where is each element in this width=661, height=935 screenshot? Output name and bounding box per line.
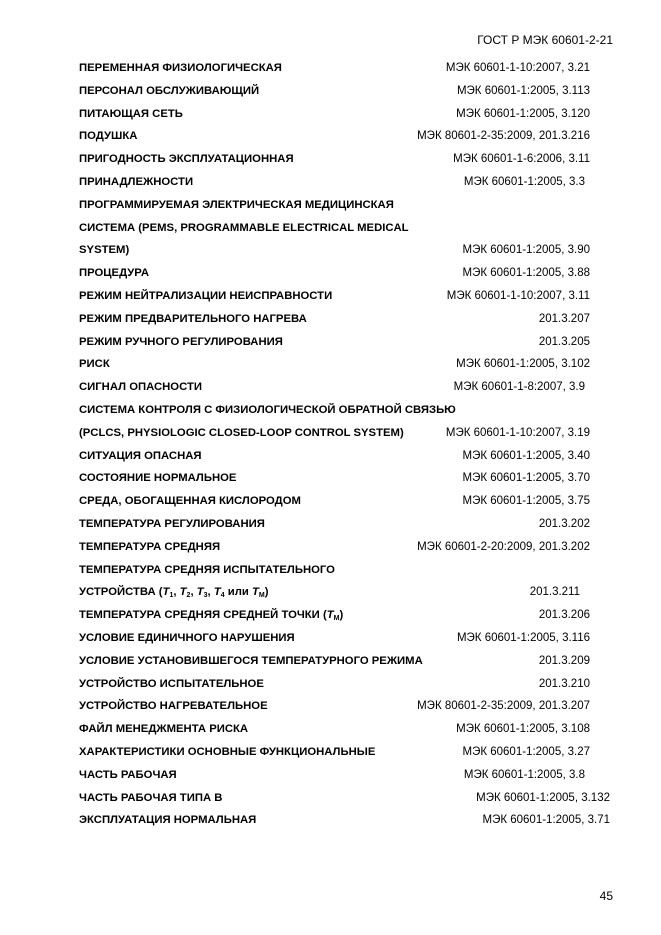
entry-term xyxy=(79,518,265,530)
entry-term xyxy=(79,176,193,188)
term-text: ЧАСТЬ РАБОЧАЯ xyxy=(79,768,177,781)
entry-term xyxy=(79,450,202,462)
term-text: УСТРОЙСТВА ( xyxy=(79,586,163,599)
term-text: СИТУАЦИЯ ОПАСНАЯ xyxy=(79,449,202,462)
index-entry xyxy=(79,108,610,124)
term-text: РЕЖИМ НЕЙТРАЛИЗАЦИИ НЕИСПРАВНОСТИ xyxy=(79,290,333,302)
entry-reference: МЭК 60601-1-8:2007, 3.9 xyxy=(453,381,585,394)
index-entry xyxy=(79,792,610,808)
entry-reference: 201.3.206 xyxy=(538,609,590,622)
entry-reference: МЭК 60601-1-6:2006, 3.11 xyxy=(453,153,590,166)
entry-reference: МЭК 60601-1:2005, 3.132 xyxy=(476,791,610,804)
term-subscript: M xyxy=(258,592,265,600)
entry-term xyxy=(79,404,456,416)
entry-term xyxy=(79,564,335,576)
index-entry xyxy=(79,290,610,306)
entry-reference: МЭК 60601-1:2005, 3.3 xyxy=(463,176,585,188)
entry-term xyxy=(79,313,307,325)
index-entry xyxy=(79,267,610,283)
entry-reference: МЭК 60601-1:2005, 3.75 xyxy=(462,495,590,508)
term-text: ТЕМПЕРАТУРА РЕГУЛИРОВАНИЯ xyxy=(79,518,265,530)
entry-reference: МЭК 60601-1:2005, 3.8 xyxy=(463,768,585,781)
entry-term xyxy=(79,130,137,142)
entry-reference: 201.3.205 xyxy=(538,335,590,348)
entry-reference: 201.3.211 xyxy=(529,586,580,599)
entry-term xyxy=(79,108,183,120)
term-text: СИСТЕМА (PEMS, PROGRAMMABLE ELECTRICAL MEDICAL xyxy=(79,221,409,234)
entry-term xyxy=(79,381,202,393)
index-entry xyxy=(79,313,610,329)
term-subscript: 2 xyxy=(186,592,191,600)
entry-term xyxy=(79,814,256,826)
page-number: 45 xyxy=(599,889,613,903)
term-text: T xyxy=(213,586,221,599)
term-text: ХАРАКТЕРИСТИКИ ОСНОВНЫЕ ФУНКЦИОНАЛЬНЫЕ xyxy=(79,746,376,758)
term-text: УСЛОВИЕ УСТАНОВИВШЕГОСЯ ТЕМПЕРАТУРНОГО РЕЖИМА xyxy=(79,654,423,667)
index-entry xyxy=(79,244,610,260)
entry-reference: МЭК 60601-1-10:2007, 3.19 xyxy=(445,426,590,439)
term-text: или xyxy=(224,586,252,599)
term-text: T xyxy=(326,609,334,622)
term-text: РИСК xyxy=(79,358,110,371)
term-text: ТЕМПЕРАТУРА СРЕДНЯЯ ИСПЫТАТЕЛЬНОГО xyxy=(79,563,335,576)
index-entry xyxy=(79,472,610,488)
term-subscript: M xyxy=(333,615,340,623)
term-subscript: 1 xyxy=(169,592,174,600)
term-text: СРЕДА, ОБОГАЩЕННАЯ КИСЛОРОДОМ xyxy=(79,495,301,508)
page-header: ГОСТ Р МЭК 60601-2-21 xyxy=(477,33,613,47)
index-entry xyxy=(79,746,610,762)
term-text: ТЕМПЕРАТУРА СРЕДНЯЯ СРЕДНЕЙ ТОЧКИ ( xyxy=(79,609,327,622)
term-text: T xyxy=(251,586,259,599)
entry-reference: МЭК 60601-1:2005, 3.120 xyxy=(456,107,590,120)
index-entry xyxy=(79,586,610,602)
term-text: УСТРОЙСТВО НАГРЕВАТЕЛЬНОЕ xyxy=(79,700,268,713)
entry-reference: МЭК 60601-1-10:2007, 3.21 xyxy=(445,62,590,74)
entry-reference: 201.3.209 xyxy=(538,654,590,667)
entry-reference: МЭК 60601-1:2005, 3.90 xyxy=(462,244,590,257)
entry-term xyxy=(79,85,259,97)
entry-term xyxy=(79,62,282,74)
index-entry xyxy=(79,632,610,648)
term-text: ЧАСТЬ РАБОЧАЯ ТИПА В xyxy=(79,791,223,804)
term-text: ПРИГОДНОСТЬ ЭКСПЛУАТАЦИОННАЯ xyxy=(79,153,294,166)
term-text: СИГНАЛ ОПАСНОСТИ xyxy=(79,381,202,394)
entry-reference: МЭК 80601-2-35:2009, 201.3.216 xyxy=(417,130,590,143)
term-text: T xyxy=(179,586,187,599)
entry-reference: МЭК 60601-1:2005, 3.108 xyxy=(456,723,590,736)
term-text: РЕЖИМ РУЧНОГО РЕГУЛИРОВАНИЯ xyxy=(79,335,283,348)
entry-reference: МЭК 60601-1:2005, 3.102 xyxy=(456,358,590,371)
entry-reference: 201.3.207 xyxy=(538,312,590,325)
term-text: , xyxy=(207,586,214,599)
term-text: SYSTEM) xyxy=(79,244,130,257)
index-entry xyxy=(79,404,610,420)
index-entry xyxy=(79,495,610,511)
index-entry xyxy=(79,609,610,625)
term-text: (PCLCS, PHYSIOLOGIC CLOSED-LOOP CONTROL SYSTEM) xyxy=(79,426,404,439)
term-text: ПРОЦЕДУРА xyxy=(79,267,149,280)
index-entry xyxy=(79,336,610,352)
entry-term xyxy=(79,358,110,370)
index-entry xyxy=(79,85,610,101)
index-entry xyxy=(79,199,610,215)
entry-reference: МЭК 60601-1:2005, 3.113 xyxy=(456,84,590,97)
index-entry xyxy=(79,427,610,443)
term-text: , xyxy=(173,586,180,599)
term-subscript: 4 xyxy=(220,592,225,600)
index-entry xyxy=(79,769,610,785)
index-entry xyxy=(79,541,610,557)
entry-term xyxy=(79,153,294,165)
index-entry xyxy=(79,814,610,830)
index-entry xyxy=(79,358,610,374)
entry-term xyxy=(79,746,375,758)
entry-reference: 201.3.202 xyxy=(538,518,590,530)
entry-term xyxy=(79,655,423,667)
term-text: , xyxy=(190,586,197,599)
index-entry xyxy=(79,153,610,169)
entry-reference: 201.3.210 xyxy=(538,677,590,690)
entry-reference: МЭК 60601-2-20:2009, 201.3.202 xyxy=(417,540,590,553)
entry-term xyxy=(79,609,343,622)
entry-term xyxy=(79,427,404,439)
entry-term xyxy=(79,541,220,553)
term-text: ФАЙЛ МЕНЕДЖМЕНТА РИСКА xyxy=(79,723,249,736)
entry-reference: МЭК 60601-1:2005, 3.40 xyxy=(462,449,590,462)
index-entry xyxy=(79,723,610,739)
index-entry xyxy=(79,700,610,716)
index-entry xyxy=(79,176,610,192)
index-entry xyxy=(79,222,610,238)
term-text: ПЕРЕМЕННАЯ ФИЗИОЛОГИЧЕСКАЯ xyxy=(79,62,282,74)
term-text: ТЕМПЕРАТУРА СРЕДНЯЯ xyxy=(79,540,221,553)
entry-reference: МЭК 60601-1:2005, 3.27 xyxy=(462,746,590,758)
term-text: ) xyxy=(339,609,344,622)
entry-term xyxy=(79,290,332,302)
entry-term xyxy=(79,495,301,507)
entry-reference: МЭК 80601-2-35:2009, 201.3.207 xyxy=(417,700,590,713)
term-subscript: 3 xyxy=(203,592,208,600)
index-entry xyxy=(79,62,610,78)
term-text: СОСТОЯНИЕ НОРМАЛЬНОЕ xyxy=(79,472,237,485)
index-entry xyxy=(79,450,610,466)
entry-term xyxy=(79,222,409,234)
entry-reference: МЭК 60601-1:2005, 3.116 xyxy=(456,632,590,644)
entry-term xyxy=(79,199,394,211)
entry-reference: МЭК 60601-1-10:2007, 3.11 xyxy=(446,290,590,302)
entry-reference: МЭК 60601-1:2005, 3.71 xyxy=(482,814,610,827)
index-entry xyxy=(79,655,610,671)
term-text: ПИТАЮЩАЯ СЕТЬ xyxy=(79,107,183,120)
entry-term xyxy=(79,769,177,781)
index-entry xyxy=(79,518,610,534)
entry-term xyxy=(79,267,149,279)
index-entry xyxy=(79,130,610,146)
term-text: РЕЖИМ ПРЕДВАРИТЕЛЬНОГО НАГРЕВА xyxy=(79,312,307,325)
term-text: ПЕРСОНАЛ ОБСЛУЖИВАЮЩИЙ xyxy=(79,84,260,97)
term-text: ) xyxy=(264,586,269,599)
term-text: ПОДУШКА xyxy=(79,130,138,143)
entry-term xyxy=(79,700,268,712)
term-text: ЭКСПЛУАТАЦИЯ НОРМАЛЬНАЯ xyxy=(79,814,257,827)
entry-term xyxy=(79,723,248,735)
entry-term xyxy=(79,792,222,804)
term-text: T xyxy=(196,586,204,599)
term-text: T xyxy=(162,586,170,599)
entry-reference: МЭК 60601-1:2005, 3.70 xyxy=(462,472,590,485)
index-entry xyxy=(79,381,610,397)
index-entry xyxy=(79,564,610,580)
entry-term xyxy=(79,632,295,644)
entry-term xyxy=(79,586,268,599)
term-text: СИСТЕМА КОНТРОЛЯ С ФИЗИОЛОГИЧЕСКОЙ ОБРАТНОЙ СВЯЗЬЮ xyxy=(79,404,456,416)
term-text: УСТРОЙСТВО ИСПЫТАТЕЛЬНОЕ xyxy=(79,677,264,690)
index-entry xyxy=(79,678,610,694)
term-text: ПРИНАДЛЕЖНОСТИ xyxy=(79,176,194,188)
term-text: УСЛОВИЕ ЕДИНИЧНОГО НАРУШЕНИЯ xyxy=(79,632,295,644)
entry-term xyxy=(79,336,283,348)
entry-term xyxy=(79,678,264,690)
entry-term xyxy=(79,244,129,256)
entry-term xyxy=(79,472,236,484)
term-text: ПРОГРАММИРУЕМАЯ ЭЛЕКТРИЧЕСКАЯ МЕДИЦИНСКАЯ xyxy=(79,198,394,211)
entry-reference: МЭК 60601-1:2005, 3.88 xyxy=(462,267,590,280)
